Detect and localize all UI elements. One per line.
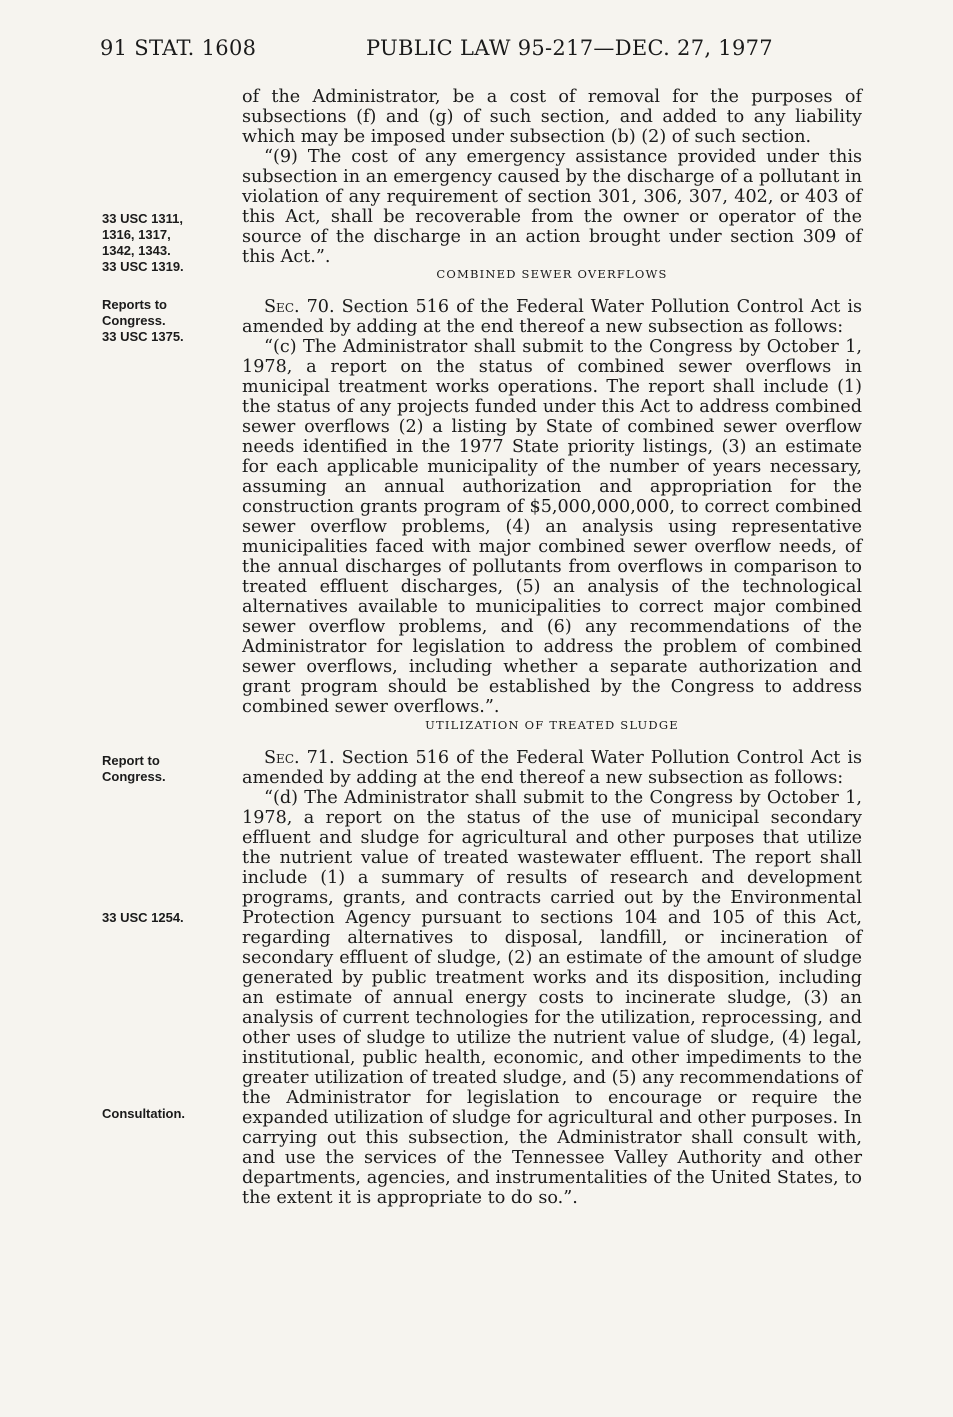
section-70-label: Sec. 70. — [264, 297, 335, 317]
continuation-block — [242, 87, 862, 267]
heading-utilization-of-treated-sludge: UTILIZATION OF TREATED SLUDGE — [425, 718, 679, 732]
section-71 — [242, 748, 862, 1208]
section-71-intro: Sec. 71. Section 516 of the Federal Water Pollution Control Act is amended by adding at the end thereof a new subsection as follows: — [242, 748, 862, 788]
margin-note-consultation: Consultation. — [102, 1106, 186, 1121]
margin-note-reports-to-congress: Reports to Congress. 33 USC 1375. — [102, 297, 184, 344]
section-71-subsection-d: “(d) The Administrator shall submit to the Congress by October 1, 1978, a report on the status of the use of municipal secondary effluent and sludge for agricultural and other purposes that utilize the nutrient value of treated wastewater effluent. The report shall include (1) a summary of results of research and development programs, grants, and contracts carried out by the Environmental Protection Agency pursuant to sections 104 and 105 of this Act, regarding alternatives to disposal, landfill, or incineration of secondary effluent of sludge, (2) an estimate of the amount of sludge generated by public treatment works and its disposition, including an estimate of annual energy costs to incinerate sludge, (3) an analysis of current technologies for the utilization, reprocessing, and other uses of sludge to utilize the nutrient value of sludge, (4) legal, institutional, public health, economic, and other impediments to the greater utilization of treated sludge, and (5) any recommendations of the Administrator for legislation to encourage or require the expanded utilization of sludge for agricultural and other purposes. In carrying out this subsection, the Administrator shall consult with, and use the services of the Tennessee Valley Authority and other departments, agencies, and instrumentalities of the United States, to the extent it is appropriate to do so.”. — [242, 788, 862, 1208]
continuation-paragraph: of the Administrator, be a cost of removal for the purposes of subsections (f) and (g) of such section, and added to any liability which may be imposed under subsection (b) (2) of such section. — [242, 87, 862, 147]
margin-note-report-to-congress: Report to Congress. — [102, 753, 166, 784]
law-and-date: PUBLIC LAW 95-217—DEC. 27, 1977 — [366, 36, 773, 60]
page-header — [0, 36, 953, 66]
margin-note-usc-1311: 33 USC 1311, 1316, 1317, 1342, 1343. 33 USC 1319. — [102, 211, 184, 274]
section-70-subsection-c: “(c) The Administrator shall submit to the Congress by October 1, 1978, a report on the status of combined sewer overflows in municipal treatment works operations. The report shall include (1) the status of any projects funded under this Act to address combined sewer overflows (2) a listing by State of combined sewer overflow needs identified in the 1977 State priority listings, (3) an estimate for each applicable municipality of the number of years necessary, assuming an annual authorization and appropriation for the construction grants program of $5,000,000,000, to correct combined sewer overflow problems, (4) an analysis using representative municipalities faced with major combined sewer overflow needs, of the annual discharges of pollutants from overflows in comparison to treated effluent discharges, (5) an analysis of the technological alternatives available to municipalities to correct major combined sewer overflow problems, and (6) any recommendations of the Administrator for legislation to address the problem of combined sewer overflows, including whether a separate authorization and grant program should be established by the Congress to address combined sewer overflows.”. — [242, 337, 862, 717]
heading-combined-sewer-overflows: COMBINED SEWER OVERFLOWS — [436, 267, 668, 281]
margin-note-usc-1254: 33 USC 1254. — [102, 910, 184, 925]
section-70-intro: Sec. 70. Section 516 of the Federal Water Pollution Control Act is amended by adding at the end thereof a new subsection as follows: — [242, 297, 862, 337]
section-71-label: Sec. 71. — [264, 748, 335, 768]
paragraph-9: “(9) The cost of any emergency assistance provided under this subsection in an emergency caused by the discharge of a pollutant in violation of any requirement of section 301, 306, 307, 402, or 403 of this Act, shall be recoverable from the owner or operator of the source of the discharge in an action brought under section 309 of this Act.”. — [242, 147, 862, 267]
section-70 — [242, 297, 862, 717]
stat-page-number: 91 STAT. 1608 — [100, 36, 257, 60]
